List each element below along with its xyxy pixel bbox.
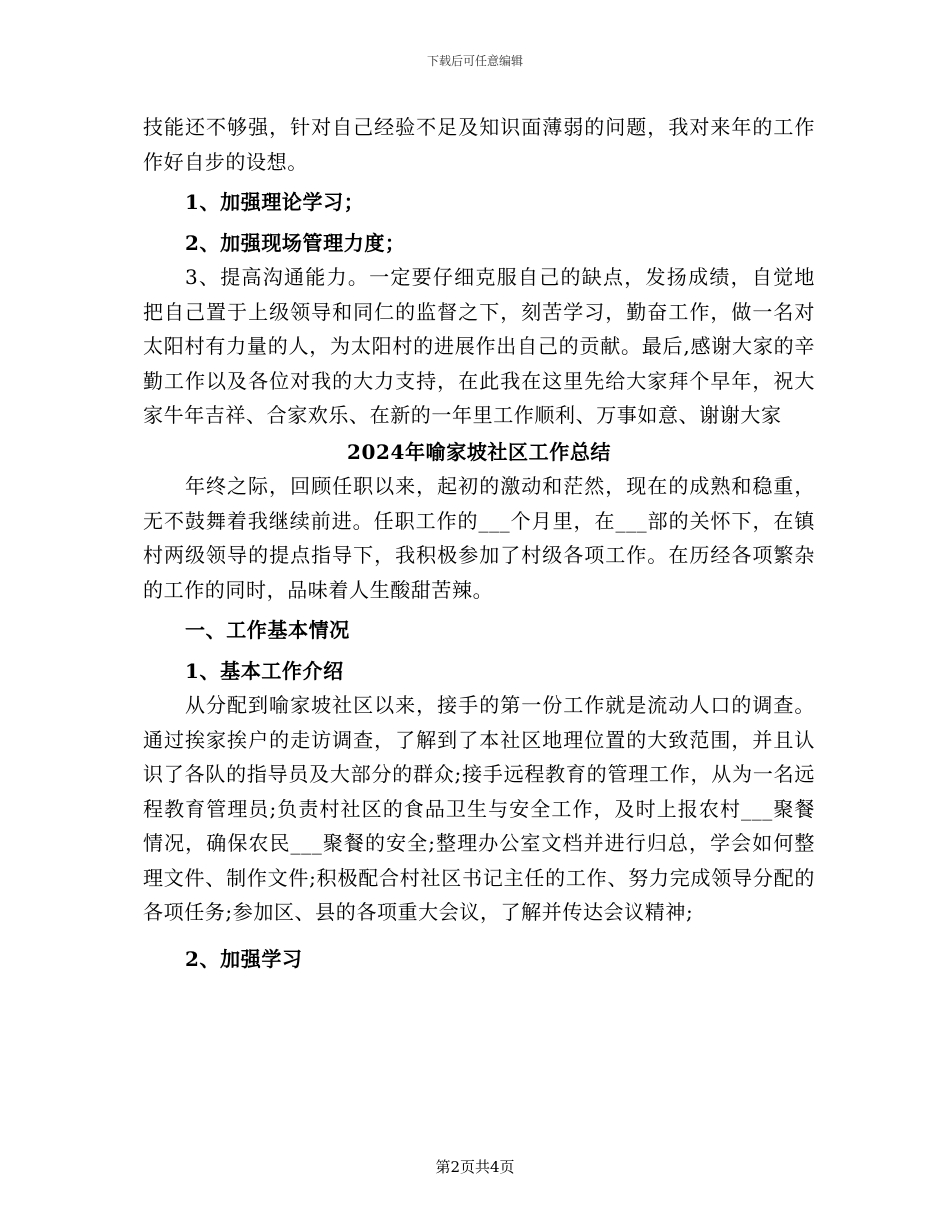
- subsection-heading: 1、基本工作介绍: [185, 658, 344, 683]
- list-item: 2、加强现场管理力度；: [185, 230, 406, 255]
- list-item: 1、加强理论学习；: [185, 190, 365, 214]
- paragraph: 从分配到喻家坡社区以来，接手的第一份工作就是流动人口的调查。通过挨家挨户的走访调查，了解到了本社区地理位置的大致范围，并且认识了各队的指导员及大部分的群众;接手远程教育的管理工作，从为一名远程教育管理员;负责村社区的食品卫生与安全工作，及时上报农村___聚餐情况，确保农民___聚餐的安全;整理办公室文档并进行归总，学会如何整理文件、制作文件;积极配合村社区书记主任的工作、努力完成领导分配的各项任务;参加区、县的各项重大会议，了解并传达会议精神;: [143, 693, 815, 924]
- page-number: 第2页共4页: [435, 1158, 515, 1176]
- paragraph: 3、提高沟通能力。一定要仔细克服自己的缺点，发扬成绩，自觉地把自己置于上级领导和同仁的监督之下，刻苦学习，勤奋工作，做一名对太阳村有力量的人，为太阳村的进展作出自己的贡献。最后,感谢大家的辛勤工作以及各位对我的大力支持，在此我在这里先给大家拜个早年，祝大家牛年吉祥、合家欢乐、在新的一年里工作顺利、万事如意、谢谢大家: [143, 265, 815, 427]
- section-heading: 一、工作基本情况: [185, 618, 350, 642]
- paragraph: 年终之际，回顾任职以来，起初的激动和茫然，现在的成熟和稳重，无不鼓舞着我继续前进。任职工作的___个月里，在___部的关怀下，在镇村两级领导的提点指导下，我积极参加了村级各项工作。在历经各项繁杂的工作的同时，品味着人生酸甜苦辣。: [143, 474, 815, 602]
- page-header-note: 下载后可任意编辑: [426, 54, 523, 68]
- paragraph: 技能还不够强，针对自己经验不足及知识面薄弱的问题，我对来年的工作作好自步的设想。: [143, 115, 815, 174]
- document-body: [143, 110, 815, 976]
- section-title: 2024年喻家坡社区工作总结: [346, 439, 612, 464]
- subsection-heading: 2、加强学习: [185, 946, 303, 971]
